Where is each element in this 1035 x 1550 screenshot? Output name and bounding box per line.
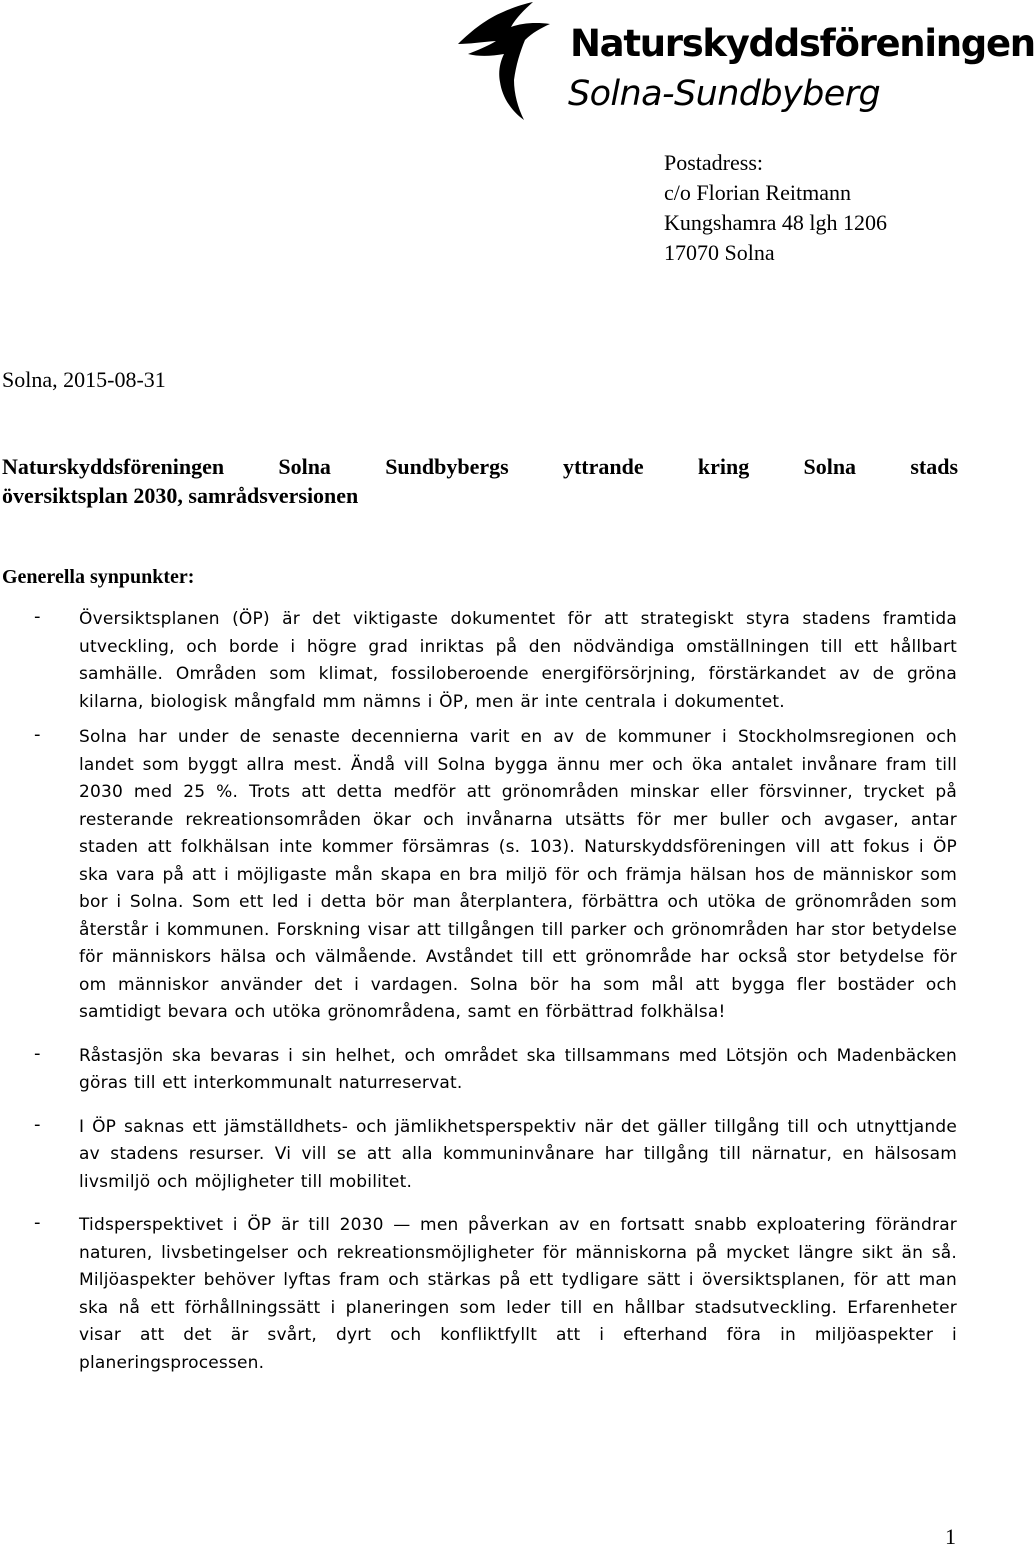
list-item-text: Tidsperspektivet i ÖP är till 2030 — men påverkan av en fortsatt snabb exploatering förändrar naturen, livsbetingelser och rekreationsmöjligheter för människorna på mycket längre sikt än så. Miljöaspekter behöver lyftas fram och stärkas på ett tydligare sätt i översiktsplanen, för att man ska nå ett förhållningssätt i planeringen som leder till en hållbar stadsutveckling. Erfarenheter visar att det är svårt, dyrt och konfliktfyllt att i efterhand föra in miljöaspekter i planeringsprocessen. <box>79 1215 957 1373</box>
title-line-1: Naturskyddsföreningen Solna Sundbybergs yttrande kring Solna stads <box>2 454 958 479</box>
address-line: c/o Florian Reitmann <box>664 180 851 205</box>
logo-subtitle: Solna-Sundbyberg <box>568 74 881 114</box>
bullet-dash: - <box>34 724 41 745</box>
comment-list <box>0 606 960 1377</box>
bullet-dash: - <box>34 606 41 627</box>
address-line: 17070 Solna <box>664 240 775 265</box>
postal-address <box>664 148 887 268</box>
logo-name: Naturskyddsföreningen <box>570 22 1035 65</box>
list-item <box>0 606 957 716</box>
page-number: 1 <box>945 1524 956 1549</box>
list-item-text: Solna har under de senaste decennierna varit en av de kommuner i Stockholmsregionen och landet som byggt allra mest. Ändå vill Solna bygga ännu mer och öka antalet invånare fram till 2030 med 25 %. Trots att detta medför att grönområden minskar eller försvinner, trycket på resterande rekreationsområden ökar och invånarna utsätts för mer buller och avgaser, antar staden att folkhälsan inte kommer försämras (s. 103). Naturskyddsföreningen vill att fokus i ÖP ska vara på att i möjligaste mån skapa en bra miljö för och främja hälsan hos de människor som bor i Solna. Som ett led i detta bör man återplantera, förbättra och utöka de grönområden som återstår i kommunen. Forskning visar att tillgången till parker och grönområden har stor betydelse för människors hälsa och välmående. Avståndet till ett grönområde har också stor betydelse för om människor använder det i vardagen. Solna bör ha som mål att bygga fler bostäder och samtidigt bevara och utöka grönområdena, samt en förbättrad folkhälsa! <box>79 727 957 1022</box>
list-item <box>0 1212 957 1377</box>
list-item <box>0 1043 957 1098</box>
list-item <box>0 1114 957 1197</box>
address-line: Postadress: <box>664 150 763 175</box>
title-line-2: översiktsplan 2030, samrådsversionen <box>2 483 359 508</box>
list-item-text: I ÖP saknas ett jämställdhets- och jämlikhetsperspektiv när det gäller tillgång till och utnyttjande av stadens resurser. Vi vill se att alla kommuninvånare har tillgång till närnatur, en hälsosam livsmiljö och möjligheter till mobilitet. <box>79 1116 957 1192</box>
list-item <box>0 724 957 1027</box>
bullet-dash: - <box>34 1212 41 1233</box>
swallow-logo-icon <box>458 2 558 120</box>
logo <box>458 0 1035 130</box>
letter-date: Solna, 2015-08-31 <box>2 367 166 392</box>
document-title <box>2 452 958 510</box>
bullet-dash: - <box>34 1042 41 1064</box>
bullet-dash: - <box>34 1113 41 1135</box>
list-item-text: Råstasjön ska bevaras i sin helhet, och området ska tillsammans med Lötsjön och Madenbäcken göras till ett interkommunalt naturreservat. <box>79 1045 957 1093</box>
list-item-text: Översiktsplanen (ÖP) är det viktigaste dokumentet för att strategiskt styra stadens framtida utveckling, och borde i högre grad inriktas på den nödvändiga omställningen till ett hållbart samhälle. Områden som klimat, fossiloberoende energiförsörjning, förstärkandet av de gröna kilarna, biologisk mångfald mm nämns i ÖP, men är inte centrala i dokumentet. <box>79 609 957 712</box>
address-line: Kungshamra 48 lgh 1206 <box>664 210 888 235</box>
section-heading: Generella synpunkter: <box>2 566 195 588</box>
